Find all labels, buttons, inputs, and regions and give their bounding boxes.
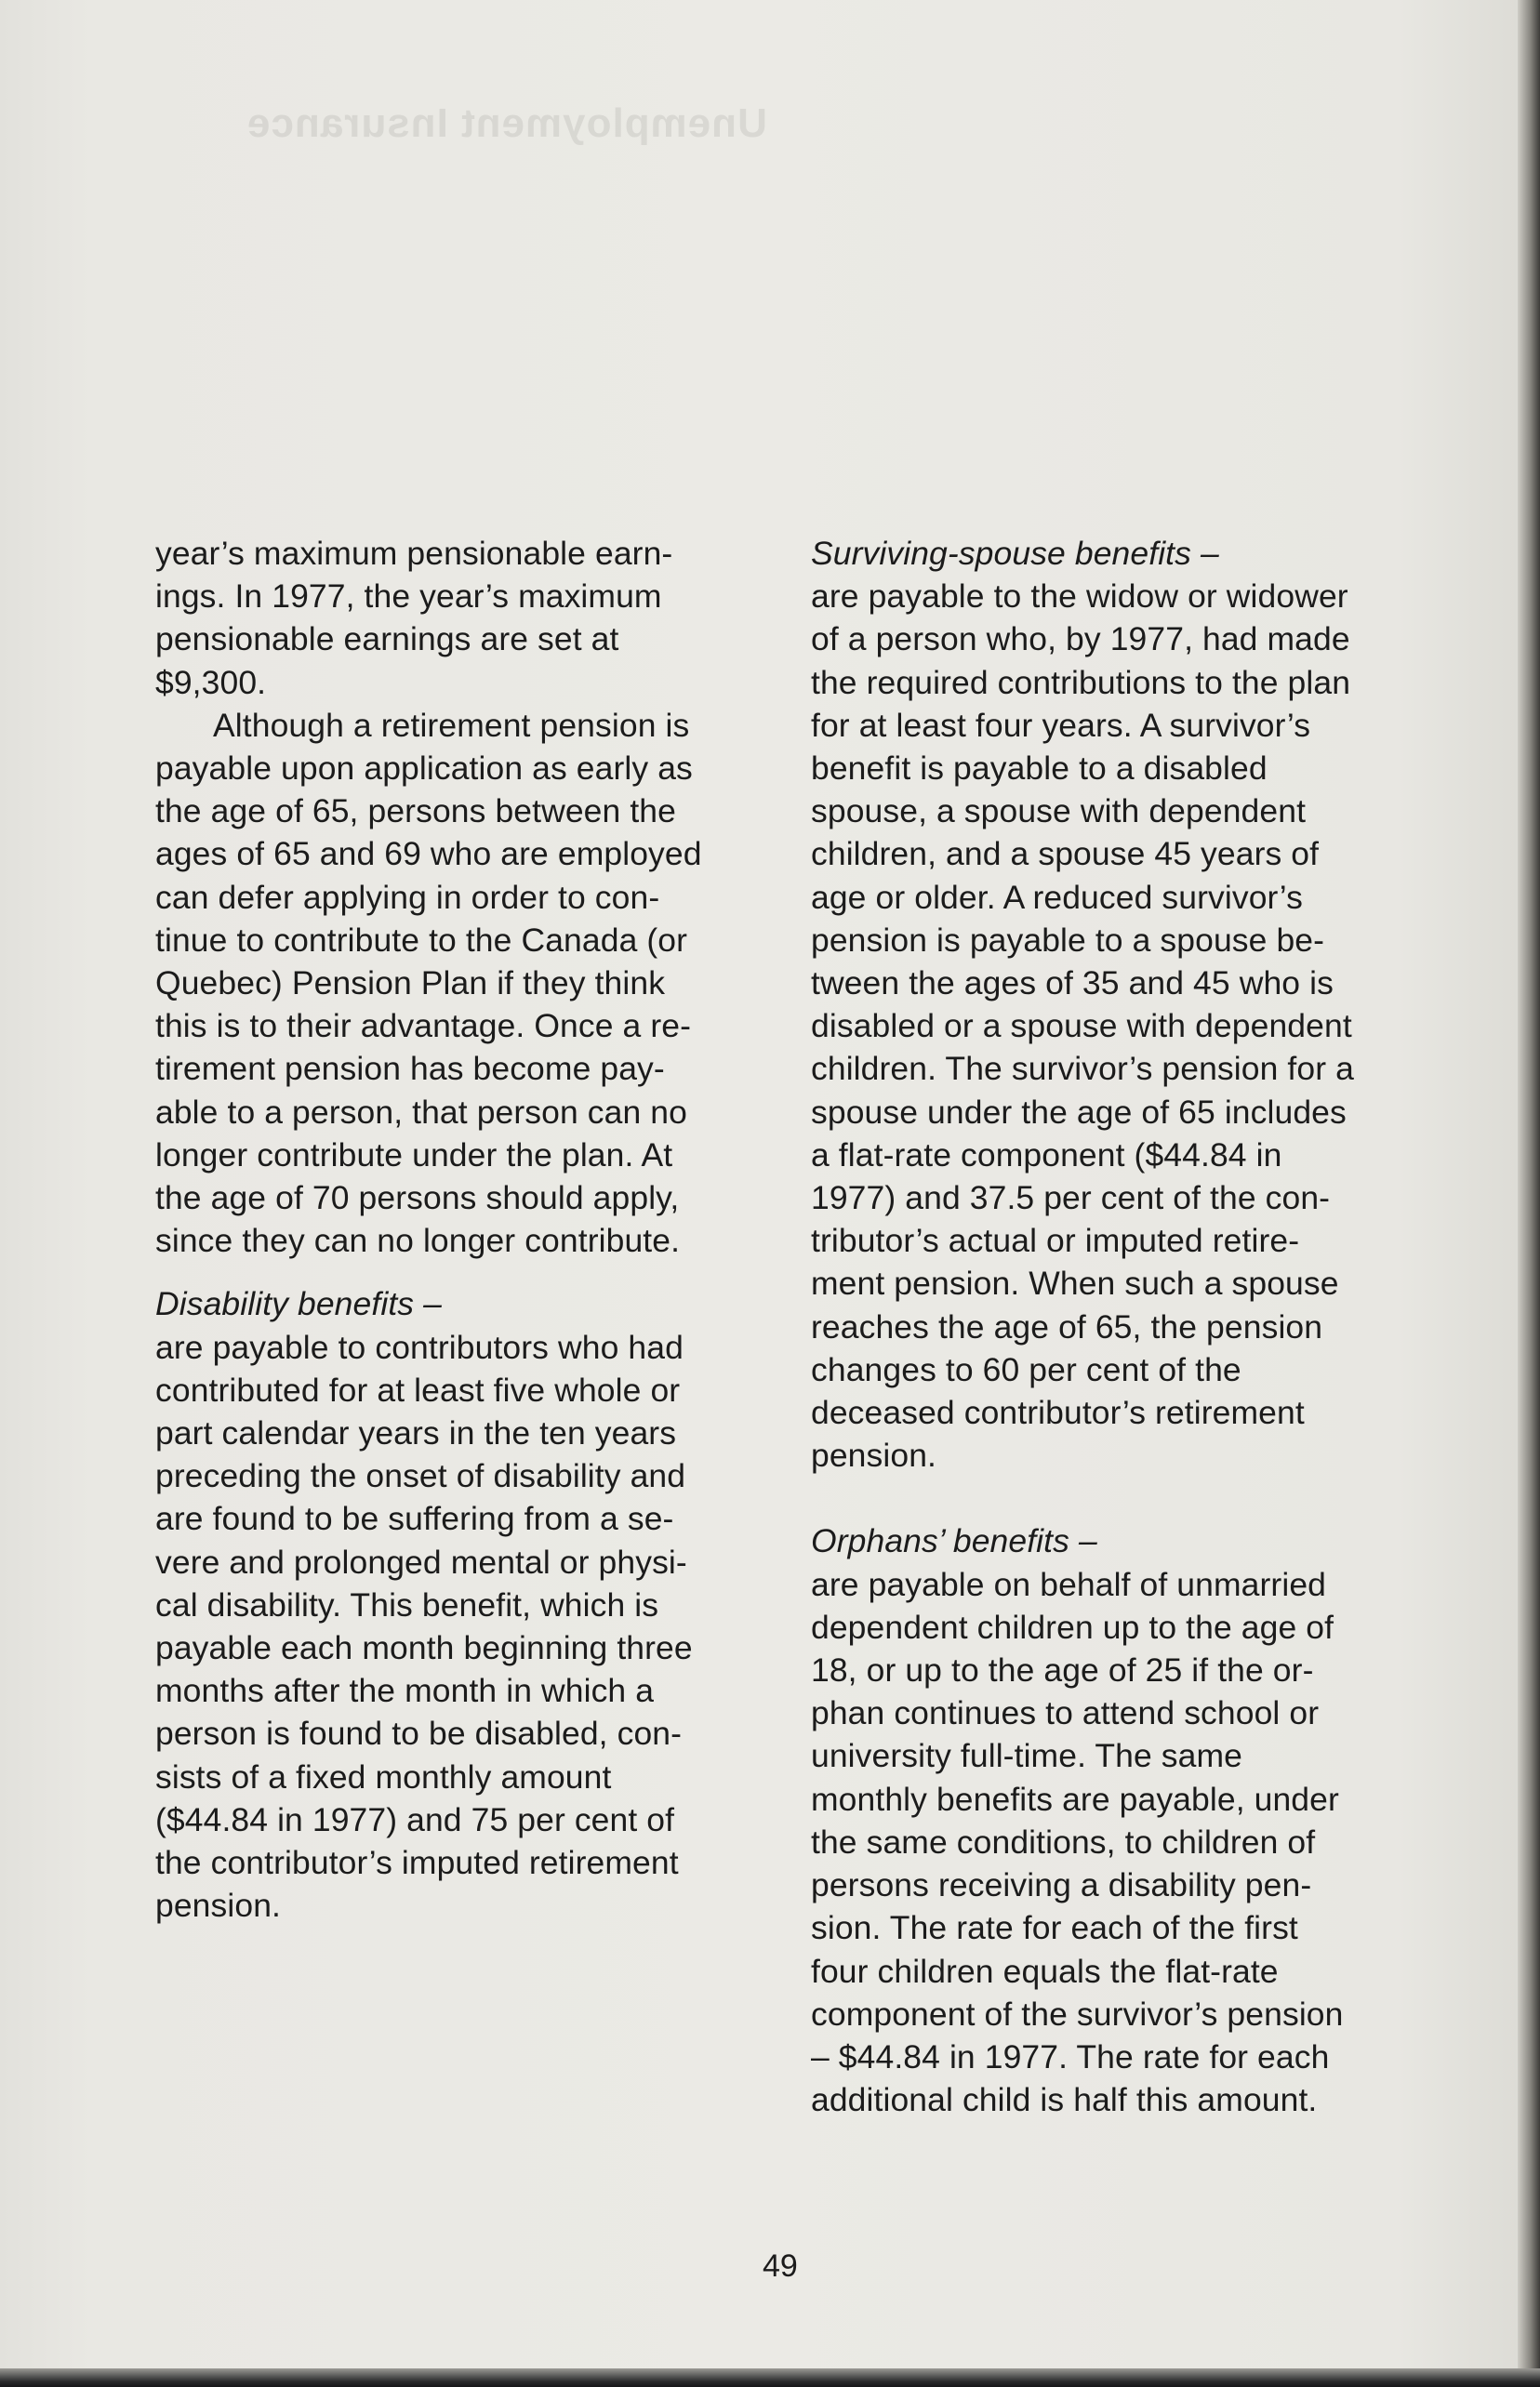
text-line: are payable to the widow or widower: [811, 577, 1348, 616]
text-line: since they can no longer contribute.: [155, 1222, 681, 1260]
text-line: 18, or up to the age of 25 if the or-: [811, 1651, 1314, 1690]
text-line: tirement pension has become pay-: [155, 1050, 665, 1088]
text-line: able to a person, that person can no: [155, 1093, 687, 1131]
text-line: pension is payable to a spouse be-: [811, 921, 1325, 959]
text-line: are payable on behalf of unmarried: [811, 1565, 1327, 1603]
text-line: this is to their advantage. Once a re-: [155, 1007, 692, 1045]
text-line: reaches the age of 65, the pension: [811, 1307, 1323, 1346]
text-line: Quebec) Pension Plan if they think: [155, 964, 666, 1002]
text-line: are found to be suffering from a se-: [155, 1500, 674, 1538]
text-line: payable each month beginning three: [155, 1629, 693, 1667]
text-line: disabled or a spouse with dependent: [811, 1007, 1352, 1045]
text-line: longer contribute under the plan. At: [155, 1135, 673, 1174]
text-line: of a person who, by 1977, had made: [811, 620, 1350, 658]
text-line: university full-time. The same: [811, 1737, 1242, 1775]
text-line: ($44.84 in 1977) and 75 per cent of: [155, 1800, 675, 1838]
text-line: for at least four years. A survivor’s: [811, 706, 1311, 744]
text-line: tributor’s actual or imputed retire-: [811, 1222, 1300, 1260]
text-line: additional child is half this amount.: [811, 2081, 1318, 2119]
right-column: [811, 532, 1436, 2121]
text-line: monthly benefits are payable, under: [811, 1780, 1339, 1818]
disability-section: [155, 1282, 780, 1927]
text-line: changes to 60 per cent of the: [811, 1350, 1241, 1388]
text-line: persons receiving a disability pen-: [811, 1866, 1312, 1904]
text-line: sists of a fixed monthly amount: [155, 1757, 612, 1796]
text-line: the contributor’s imputed retirement: [155, 1844, 679, 1882]
orphans-section: [811, 1519, 1436, 2121]
text-line: component of the survivor’s pension: [811, 1995, 1344, 2033]
text-line: cal disability. This benefit, which is: [155, 1585, 659, 1624]
text-line: are payable to contributors who had: [155, 1328, 684, 1366]
text-line: can defer applying in order to con-: [155, 878, 660, 916]
text-line: age or older. A reduced survivor’s: [811, 878, 1303, 916]
text-line: preceding the onset of disability and: [155, 1457, 686, 1495]
text-line: sion. The rate for each of the first: [811, 1909, 1298, 1947]
section-gap: [155, 1262, 780, 1282]
surviving-spouse-heading: Surviving-spouse benefits –: [811, 535, 1219, 572]
text-line: 1977) and 37.5 per cent of the con-: [811, 1179, 1331, 1217]
text-line: $9,300.: [155, 663, 267, 701]
text-line: tinue to contribute to the Canada (or: [155, 921, 688, 959]
text-line: vere and prolonged mental or physi-: [155, 1543, 687, 1581]
text-line: – $44.84 in 1977. The rate for each: [811, 2037, 1330, 2075]
orphans-heading: Orphans’ benefits –: [811, 1522, 1097, 1560]
text-line: pension.: [155, 1887, 282, 1925]
text-line: months after the month in which a: [155, 1672, 655, 1710]
text-line: payable upon application as early as: [155, 749, 693, 788]
text-line: the required contributions to the plan: [811, 663, 1351, 701]
page-bottom-edge: [0, 2368, 1540, 2387]
text-line: ment pension. When such a spouse: [811, 1265, 1339, 1303]
page-number: 49: [763, 2248, 798, 2284]
text-line: the age of 70 persons should apply,: [155, 1179, 680, 1217]
text-line: the same conditions, to children of: [811, 1823, 1316, 1861]
disability-heading: Disability benefits –: [155, 1285, 442, 1323]
text-line: person is found to be disabled, con-: [155, 1715, 683, 1753]
text-line: dependent children up to the age of: [811, 1608, 1334, 1646]
surviving-spouse-section: [811, 532, 1436, 1477]
text-line: children, and a spouse 45 years of: [811, 835, 1320, 873]
spine-shadow: [1518, 0, 1540, 2387]
text-line: pensionable earnings are set at: [155, 620, 619, 658]
text-line: ings. In 1977, the year’s maximum: [155, 577, 662, 616]
text-line: a flat-rate component ($44.84 in: [811, 1135, 1282, 1174]
retirement-paragraph: [155, 704, 780, 1263]
text-line: deceased contributor’s retirement: [811, 1394, 1305, 1432]
text-line: year’s maximum pensionable earn-: [155, 535, 673, 572]
text-line: pension.: [811, 1437, 937, 1475]
text-line: children. The survivor’s pension for a: [811, 1050, 1354, 1088]
text-line: part calendar years in the ten years: [155, 1414, 677, 1452]
text-line: four children equals the flat-rate: [811, 1952, 1279, 1990]
text-line: spouse under the age of 65 includes: [811, 1093, 1347, 1131]
text-line: contributed for at least five whole or: [155, 1371, 681, 1409]
intro-paragraph: [155, 532, 780, 704]
section-gap: [811, 1477, 1436, 1519]
text-line: the age of 65, persons between the: [155, 792, 676, 830]
text-line: spouse, a spouse with dependent: [811, 792, 1307, 830]
left-column: [155, 532, 780, 1928]
text-line: phan continues to attend school or: [811, 1694, 1320, 1732]
text-line: tween the ages of 35 and 45 who is: [811, 964, 1334, 1002]
text-line: Although a retirement pension is: [213, 706, 690, 744]
text-line: benefit is payable to a disabled: [811, 749, 1268, 788]
bleed-through-header: Unemployment Insurance: [246, 100, 767, 146]
text-line: ages of 65 and 69 who are employed: [155, 835, 702, 873]
